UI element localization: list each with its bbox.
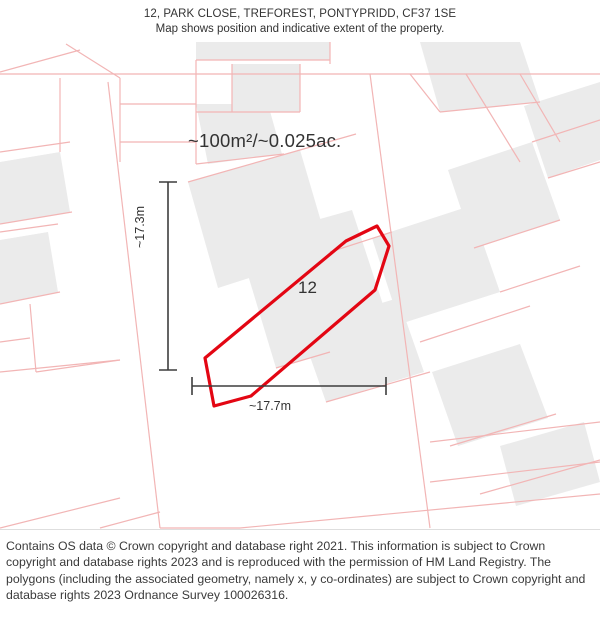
copyright-text: Contains OS data © Crown copyright and database right 2021. This information is subject to Crown copyright and database rights 2023 and is reproduced with the permission of HM Land Registry. The polygons (including the associated geometry, namely x, y co-ordinates) are subject to Crown copyright and database rights 2023 Ordnance Survey 100026316. <box>6 539 586 602</box>
horizontal-dimension-label: ~17.7m <box>249 399 292 413</box>
plot-number-label: 12 <box>298 278 317 297</box>
page-subtitle: Map shows position and indicative extent of the property. <box>155 23 445 35</box>
vertical-dimension-line <box>159 182 177 370</box>
map-footer <box>0 529 600 626</box>
area-label: ~100m²/~0.025ac. <box>188 130 342 151</box>
map-canvas[interactable] <box>0 42 600 529</box>
page-header <box>0 0 600 37</box>
vertical-dimension-label: ~17.3m <box>133 205 147 248</box>
page-title: 12, PARK CLOSE, TREFOREST, PONTYPRIDD, CF37 1SE <box>143 8 457 20</box>
